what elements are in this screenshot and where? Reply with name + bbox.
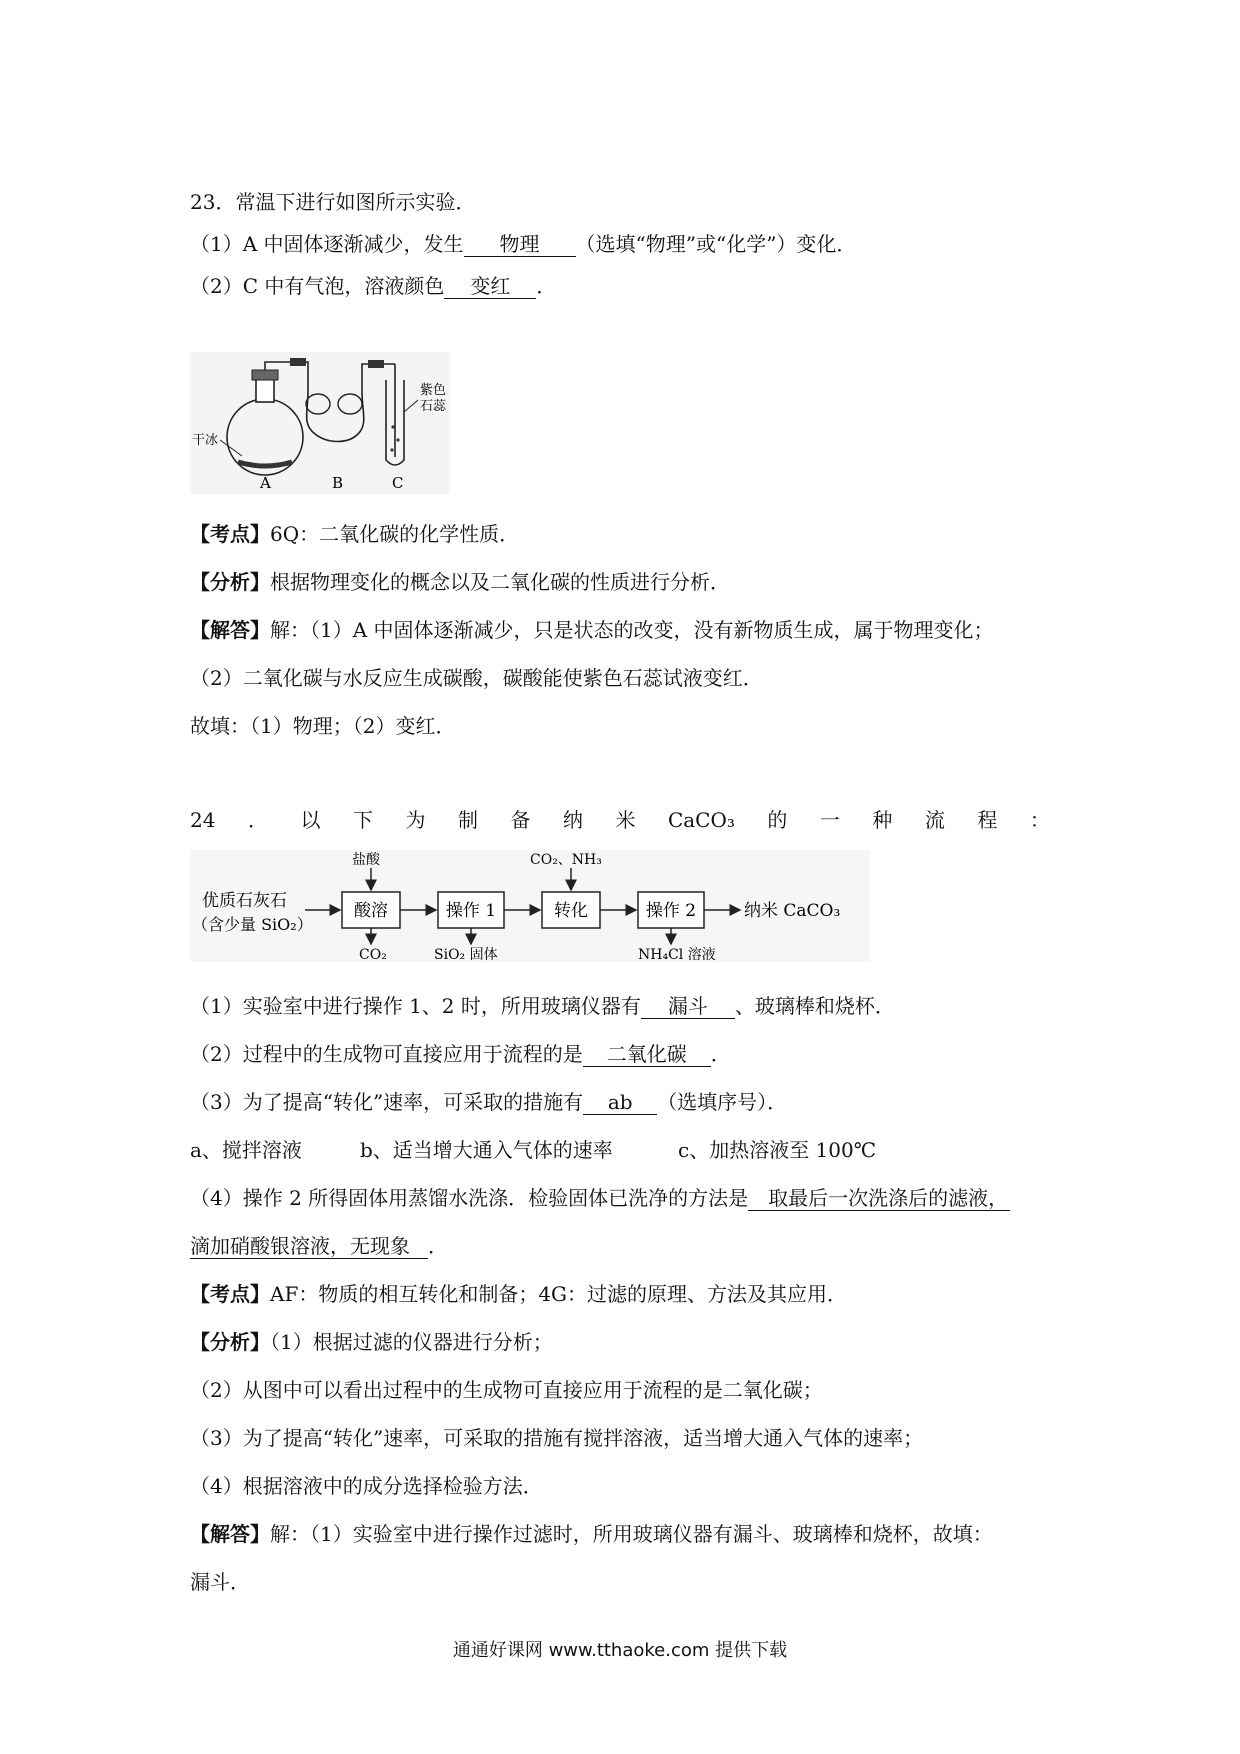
q24-part3 [190,1088,787,1116]
q24-title-word: 的 [767,808,788,832]
label-a: A [260,474,271,492]
q24-title-word: 24 [190,808,216,832]
q24-kaodian [190,1280,847,1308]
q23-p2-post: ． [536,274,557,298]
option-b: b、适当增大通入气体的速率 [360,1138,613,1162]
q24-title [190,806,1050,834]
q24-title-word: 为 [405,808,426,832]
q24-p1-pre: （1）实验室中进行操作 1、2 时，所用玻璃仪器有 [190,994,641,1018]
flow-hcl: 盐酸 [352,852,380,868]
q24-fenxi-4: （4）根据溶液中的成分选择检验方法． [190,1474,543,1498]
q24-kaodian-tag: 【考点】 [190,1282,270,1306]
flow-raw-1: 优质石灰石 [202,891,287,911]
flow-product: 纳米 CaCO₃ [744,901,841,921]
q24-title-word: 米 [615,808,636,832]
flow-box2-label: 操作 1 [445,901,497,921]
q23-kaodian [190,520,519,548]
q23-p2-answer: 变红 [444,274,536,299]
q23-part1 [190,230,856,258]
q23-jieda-tag: 【解答】 [190,618,270,642]
q24-part2 [190,1040,731,1068]
q24-options [190,1136,876,1164]
q23-apparatus-figure [190,352,450,494]
q23-kaodian-text: 6Q：二氧化碳的化学性质． [270,522,520,546]
q24-title-word: 纳 [562,808,583,832]
q24-fenxi-2: （2）从图中可以看出过程中的生成物可直接应用于流程的是二氧化碳； [190,1378,823,1402]
q23-jieda-1 [190,616,994,644]
flow-sio2-out: SiO₂ 固体 [434,947,498,962]
q24-p4-answer-1: 取最后一次洗涤后的滤液， [748,1186,1010,1211]
q24-title-word: 一 [819,808,840,832]
q23-p1-pre: （1）A 中固体逐渐减少，发生 [190,232,464,256]
q23-p1-post: （选填“物理”或“化学”）变化． [575,232,857,256]
q23-p1-answer: 物理 [464,232,576,257]
q23-gutian: 故填：（1）物理；（2）变红． [190,714,456,738]
flow-raw-2: （含少量 SiO₂） [192,915,313,934]
q24-jieda-2: 漏斗． [190,1570,250,1594]
option-c: c、加热溶液至 100℃ [678,1138,877,1162]
q24-part4-line1 [190,1184,1010,1212]
label-b: B [332,474,344,492]
q24-part4-line2 [190,1232,448,1260]
q24-p4-pre: （4）操作 2 所得固体用蒸馏水洗涤．检验固体已洗净的方法是 [190,1186,749,1210]
q24-p2-pre: （2）过程中的生成物可直接应用于流程的是 [190,1042,583,1066]
flow-box4-label: 操作 2 [645,901,697,921]
label-litmus-2: 石蕊 [420,399,447,414]
q24-title-word: CaCO₃ [667,808,735,832]
q24-p3-post: （选填序号）． [657,1090,788,1114]
q24-title-word: 流 [924,808,945,832]
page-footer: 通通好课网 www.tthaoke.com 提供下载 [452,1640,788,1661]
q24-flow-chart [190,850,870,962]
q24-part1 [190,992,895,1020]
option-a: a、搅拌溶液 [190,1138,302,1162]
q23-fenxi [190,568,730,596]
q24-fenxi1-text: （1）根据过滤的仪器进行分析； [270,1330,553,1354]
q23-part2 [190,272,556,300]
q24-jieda1-text: 解：（1）实验室中进行操作过滤时，所用玻璃仪器有漏斗、玻璃棒和烧杯，故填： [270,1522,993,1546]
q24-title-word: 下 [352,808,373,832]
flow-gas-in: CO₂、NH₃ [530,852,602,868]
q24-p3-pre: （3）为了提高“转化”速率，可采取的措施有 [190,1090,584,1114]
q24-fenxi-3: （3）为了提高“转化”速率，可采取的措施有搅拌溶液，适当增大通入气体的速率； [190,1426,924,1450]
q24-p2-post: ． [710,1042,731,1066]
q23-title: 23．常温下进行如图所示实验． [190,190,476,214]
q24-p1-post: 、玻璃棒和烧杯． [734,994,895,1018]
q24-jieda-1 [190,1520,993,1548]
q23-jieda-2: （2）二氧化碳与水反应生成碳酸，碳酸能使紫色石蕊试液变红． [190,666,763,690]
q24-title-word: ： [1029,808,1050,832]
label-dry-ice: 干冰 [192,433,219,448]
q24-jieda-tag: 【解答】 [190,1522,270,1546]
q24-p4-post: ． [428,1234,448,1258]
q24-title-word: 程 [977,808,998,832]
q24-title-word: 种 [872,808,893,832]
q24-p4-answer-2: 滴加硝酸银溶液，无现象 [190,1234,428,1259]
q24-p2-answer: 二氧化碳 [583,1042,711,1067]
q24-p1-answer: 漏斗 [641,994,735,1019]
flow-nh4cl-out: NH₄Cl 溶液 [638,947,716,962]
flow-box3-label: 转化 [554,901,588,921]
label-c: C [392,474,404,492]
label-litmus-1: 紫色 [420,383,447,398]
q23-fenxi-tag: 【分析】 [190,570,270,594]
q24-title-word: 制 [457,808,478,832]
q24-fenxi-tag: 【分析】 [190,1330,270,1354]
flow-co2-out: CO₂ [359,947,387,962]
q23-kaodian-tag: 【考点】 [190,522,270,546]
flow-box1-label: 酸溶 [354,901,388,921]
q24-title-word: 备 [510,808,531,832]
q24-kaodian-text: AF：物质的相互转化和制备；4G：过滤的原理、方法及其应用． [270,1282,848,1306]
q23-jieda1-text: 解：（1）A 中固体逐渐减少，只是状态的改变，没有新物质生成，属于物理变化； [270,618,994,642]
q23-fenxi-text: 根据物理变化的概念以及二氧化碳的性质进行分析． [270,570,730,594]
q24-title-word: 以 [300,808,321,832]
q24-title-word: ． [247,808,268,832]
q24-fenxi-1 [190,1328,553,1356]
q23-p2-pre: （2）C 中有气泡，溶液颜色 [190,274,445,298]
q24-p3-answer: ab [583,1090,657,1115]
